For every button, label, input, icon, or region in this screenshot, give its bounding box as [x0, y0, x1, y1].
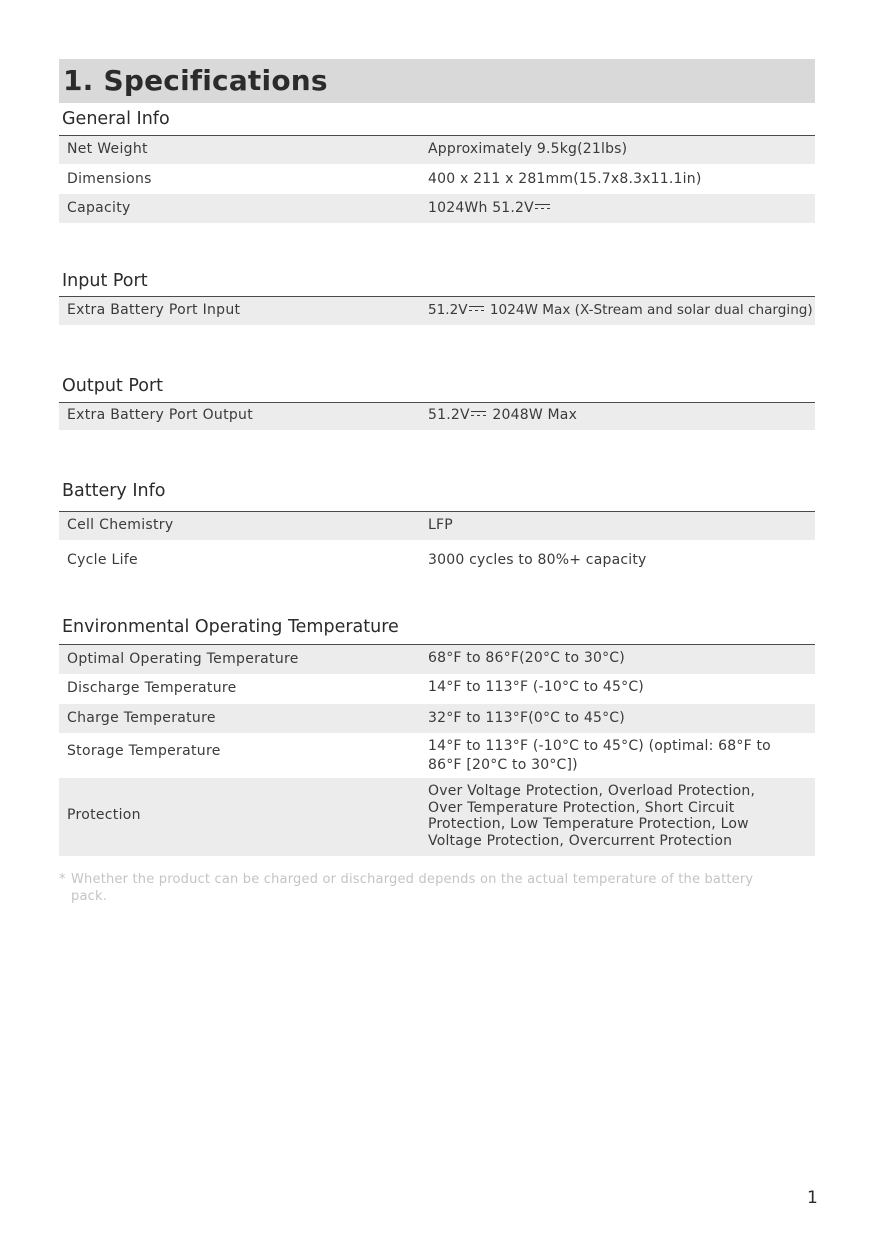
spec-value: Approximately 9.5kg(21lbs) [428, 141, 628, 157]
spec-value-power: 2048W Max [487, 407, 578, 423]
spec-value-container [428, 407, 812, 423]
spec-label: Optimal Operating Temperature [67, 651, 299, 667]
spec-row-protection [59, 778, 815, 856]
page-number: 1 [807, 1188, 818, 1208]
environmental-temperature-heading: Environmental Operating Temperature [62, 617, 399, 637]
spec-row-net-weight [59, 136, 815, 164]
spec-row-extra-battery-input [59, 297, 815, 325]
spec-value: 14°F to 113°F (-10°C to 45°C) (optimal: 68°F to 86°F [20°C to 30°C]) [428, 738, 771, 773]
spec-value: 1024Wh 51.2V [428, 200, 534, 216]
footnote-marker: * [59, 872, 66, 887]
spec-label: Net Weight [67, 141, 148, 157]
spec-row-charge-temperature [59, 704, 815, 733]
spec-label: Storage Temperature [67, 743, 221, 759]
battery-info-heading: Battery Info [62, 481, 166, 501]
spec-value: LFP [428, 517, 453, 533]
spec-label: Dimensions [67, 171, 152, 187]
spec-row-cell-chemistry [59, 512, 815, 540]
spec-value-voltage: 51.2V [428, 302, 468, 318]
spec-label: Discharge Temperature [67, 680, 237, 696]
dc-voltage-icon [535, 204, 550, 211]
spec-value-voltage: 51.2V [428, 407, 470, 423]
spec-row-optimal-operating-temperature [59, 645, 815, 674]
dc-voltage-icon [471, 411, 486, 418]
spec-value: 68°F to 86°F(20°C to 30°C) [428, 650, 625, 666]
spec-label: Extra Battery Port Input [67, 302, 241, 318]
output-port-heading: Output Port [62, 376, 164, 396]
spec-row-capacity [59, 194, 815, 223]
spec-row-cycle-life [59, 540, 815, 582]
spec-row-storage-temperature [59, 733, 815, 778]
spec-label: Capacity [67, 200, 131, 216]
spec-value: 32°F to 113°F(0°C to 45°C) [428, 710, 625, 726]
spec-value: 3000 cycles to 80%+ capacity [428, 552, 647, 568]
footnote-text: Whether the product can be charged or discharged depends on the actual temperature of the battery pack. [71, 872, 754, 904]
spec-label: Cycle Life [67, 552, 138, 568]
footnote [59, 871, 779, 905]
spec-label: Protection [67, 807, 141, 823]
spec-value: Over Voltage Protection, Overload Protection, Over Temperature Protection, Short Circuit Protection, Low Temperature Protection, Low Voltage Protection, Overcurrent Protection [428, 783, 756, 849]
page-title: 1. Specifications [63, 64, 328, 97]
spec-row-extra-battery-output [59, 403, 815, 430]
spec-value-container [428, 200, 812, 216]
title-bar [59, 59, 815, 103]
spec-value-container [428, 302, 818, 318]
dc-voltage-icon [469, 306, 484, 313]
spec-label: Charge Temperature [67, 710, 216, 726]
spec-label: Cell Chemistry [67, 517, 174, 533]
spec-value-power: 1024W Max (X-Stream and solar dual charging) [485, 302, 813, 318]
input-port-heading: Input Port [62, 271, 148, 291]
spec-row-dimensions [59, 164, 815, 194]
spec-value: 400 x 211 x 281mm(15.7x8.3x11.1in) [428, 171, 702, 187]
general-info-heading: General Info [62, 109, 170, 129]
spec-value: 14°F to 113°F (-10°C to 45°C) [428, 679, 644, 695]
spec-row-discharge-temperature [59, 674, 815, 704]
spec-label: Extra Battery Port Output [67, 407, 254, 423]
